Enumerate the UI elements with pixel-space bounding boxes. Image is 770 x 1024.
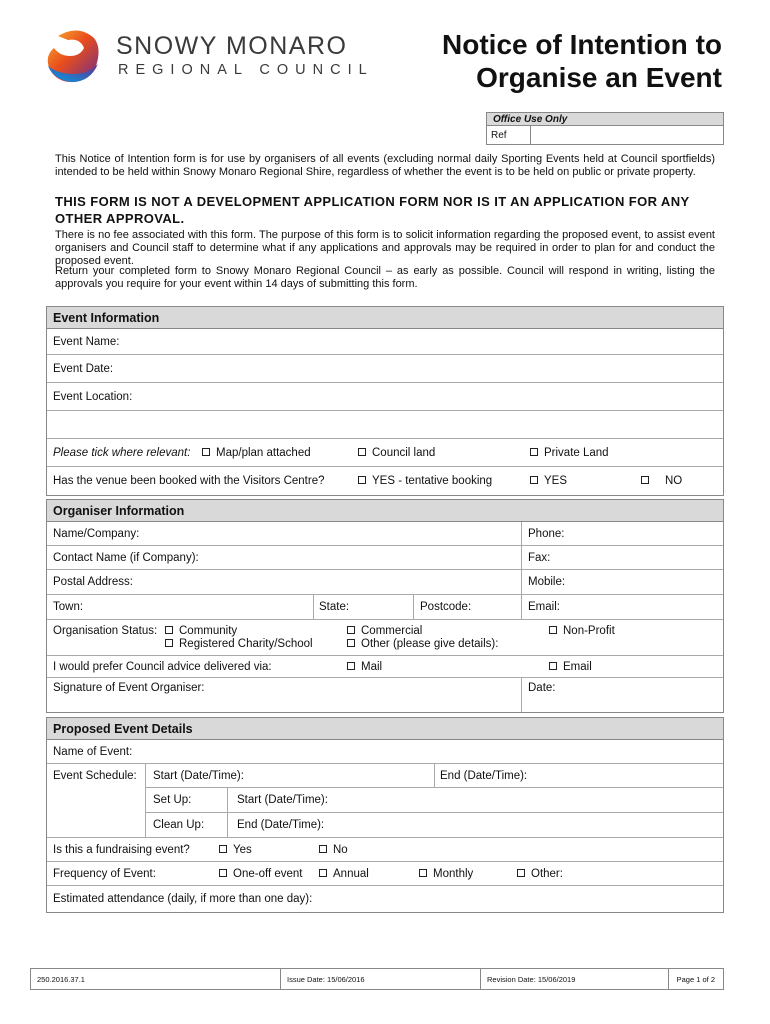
advice-delivery-row	[47, 656, 723, 678]
other-status-checkbox[interactable]: Other (please give details):	[347, 638, 498, 650]
organiser-information-heading: Organiser Information	[47, 500, 723, 522]
name-company-label: Name/Company:	[53, 528, 140, 540]
checkbox-icon	[549, 626, 557, 634]
event-date-row[interactable]	[47, 355, 723, 383]
event-location-label: Event Location:	[53, 391, 133, 403]
date-label: Date:	[528, 682, 556, 694]
organisation-status-row	[47, 620, 723, 656]
form-code: 250.2016.37.1	[31, 969, 281, 989]
venue-question: Has the venue been booked with the Visitors Centre?	[53, 475, 325, 487]
checkbox-icon	[549, 662, 557, 670]
tick-prompt: Please tick where relevant:	[53, 447, 191, 459]
return-paragraph: Return your completed form to Snowy Monaro Regional Council – as early as possible. Council will respond in writing, listing the approvals you require for your event within 14 days of submitting this form.	[55, 265, 715, 290]
logo-text-line2: REGIONAL COUNCIL	[118, 62, 374, 78]
checkbox-icon	[358, 448, 366, 456]
event-information-heading: Event Information	[47, 307, 723, 329]
checkbox-icon	[219, 845, 227, 853]
email-label: Email:	[528, 601, 560, 613]
postcode-label: Postcode:	[420, 601, 472, 613]
name-company-row[interactable]	[47, 522, 723, 546]
council-logo-icon	[44, 26, 102, 84]
checkbox-icon	[641, 476, 649, 484]
name-of-event-row[interactable]	[47, 740, 723, 764]
cleanup-end-label: End (Date/Time):	[237, 819, 325, 831]
office-use-heading: Office Use Only	[487, 113, 723, 126]
charity-school-checkbox[interactable]: Registered Charity/School	[165, 638, 313, 650]
issue-date: Issue Date: 15/06/2016	[281, 969, 481, 989]
email-checkbox[interactable]: Email	[549, 656, 592, 678]
proposed-event-heading: Proposed Event Details	[47, 718, 723, 740]
checkbox-icon	[319, 869, 327, 877]
organiser-information-section	[46, 499, 724, 713]
proposed-event-section	[46, 717, 724, 913]
checkbox-icon	[517, 869, 525, 877]
checkbox-icon	[530, 448, 538, 456]
checkbox-icon	[165, 626, 173, 634]
venue-booked-row	[47, 467, 723, 495]
monthly-checkbox[interactable]: Monthly	[419, 862, 473, 886]
org-status-label: Organisation Status:	[53, 625, 158, 637]
contact-name-row[interactable]	[47, 546, 723, 570]
non-profit-checkbox[interactable]: Non-Profit	[549, 625, 615, 637]
yes-checkbox[interactable]: YES	[530, 467, 567, 495]
fundraising-yes-checkbox[interactable]: Yes	[219, 838, 252, 862]
tick-relevant-row	[47, 439, 723, 467]
town-label: Town:	[53, 601, 84, 613]
one-off-checkbox[interactable]: One-off event	[219, 862, 302, 886]
fundraising-no-checkbox[interactable]: No	[319, 838, 348, 862]
checkbox-icon	[347, 626, 355, 634]
checkbox-icon	[202, 448, 210, 456]
event-schedule-block	[47, 764, 723, 838]
private-land-checkbox[interactable]: Private Land	[530, 439, 609, 467]
attendance-label: Estimated attendance (daily, if more than one day):	[53, 893, 313, 905]
attendance-row[interactable]	[47, 886, 723, 912]
map-plan-checkbox[interactable]: Map/plan attached	[202, 439, 311, 467]
advice-label: I would prefer Council advice delivered via:	[53, 661, 272, 673]
mobile-label: Mobile:	[528, 576, 566, 588]
event-location-row-2[interactable]	[47, 411, 723, 439]
logo-text-line1: SNOWY MONARO	[116, 32, 348, 60]
ref-field[interactable]	[531, 126, 723, 145]
schedule-start-end-row[interactable]	[145, 764, 723, 788]
fax-label: Fax:	[528, 552, 551, 564]
setup-row[interactable]	[145, 788, 723, 813]
frequency-row	[47, 862, 723, 886]
phone-label: Phone:	[528, 528, 565, 540]
office-use-box	[486, 112, 724, 145]
setup-start-label: Start (Date/Time):	[237, 794, 328, 806]
annual-checkbox[interactable]: Annual	[319, 862, 369, 886]
contact-name-label: Contact Name (if Company):	[53, 552, 199, 564]
name-of-event-label: Name of Event:	[53, 746, 133, 758]
event-schedule-label: Event Schedule:	[53, 770, 137, 782]
yes-tentative-checkbox[interactable]: YES - tentative booking	[358, 467, 492, 495]
page-number: Page 1 of 2	[676, 975, 715, 984]
start-label: Start (Date/Time):	[153, 770, 244, 782]
revision-date: Revision Date: 15/06/2019	[481, 969, 669, 989]
postal-address-label: Postal Address:	[53, 576, 133, 588]
event-date-label: Event Date:	[53, 363, 114, 375]
checkbox-icon	[347, 639, 355, 647]
form-title-line1: Notice of Intention to	[442, 29, 722, 60]
end-label: End (Date/Time):	[440, 770, 528, 782]
cleanup-row[interactable]	[145, 813, 723, 838]
postal-address-row[interactable]	[47, 570, 723, 595]
checkbox-icon	[219, 869, 227, 877]
checkbox-icon	[358, 476, 366, 484]
event-name-row[interactable]	[47, 329, 723, 355]
other-frequency-checkbox[interactable]: Other:	[517, 862, 563, 886]
form-title	[442, 28, 722, 94]
community-checkbox[interactable]: Community	[165, 625, 237, 637]
not-a-da-warning: THIS FORM IS NOT A DEVELOPMENT APPLICATION FORM NOR IS IT AN APPLICATION FOR ANY OTHER APPROVAL.	[55, 194, 690, 226]
purpose-paragraph: There is no fee associated with this form. The purpose of this form is to solicit information regarding the proposed event, to assist event organisers and Council staff to determine what if any applications and approvals may be required in order to plan for and conduct the proposed event.	[55, 229, 715, 267]
ref-label: Ref	[487, 126, 531, 145]
event-location-row[interactable]	[47, 383, 723, 411]
frequency-label: Frequency of Event:	[53, 868, 156, 880]
page-footer	[30, 968, 724, 990]
event-name-label: Event Name:	[53, 336, 120, 348]
checkbox-icon	[347, 662, 355, 670]
form-title-line2: Organise an Event	[476, 62, 722, 93]
no-checkbox[interactable]: NO	[641, 467, 682, 495]
checkbox-icon	[530, 476, 538, 484]
event-information-section	[46, 306, 724, 496]
commercial-checkbox[interactable]: Commercial	[347, 625, 422, 637]
town-row[interactable]	[47, 595, 723, 620]
council-logo	[44, 26, 374, 86]
signature-label: Signature of Event Organiser:	[53, 682, 205, 694]
checkbox-icon	[419, 869, 427, 877]
state-label: State:	[319, 601, 350, 613]
mail-checkbox[interactable]: Mail	[347, 656, 382, 678]
cleanup-label: Clean Up:	[153, 819, 205, 831]
fundraising-row	[47, 838, 723, 862]
signature-row[interactable]	[47, 678, 723, 712]
intro-paragraph: This Notice of Intention form is for use by organisers of all events (excluding normal daily Sporting Events held at Council sportfields) intended to be held within Snowy Monaro Regional Shire, regardless of whether the event is to be held on public or private property.	[55, 153, 715, 178]
checkbox-icon	[319, 845, 327, 853]
council-land-checkbox[interactable]: Council land	[358, 439, 435, 467]
setup-label: Set Up:	[153, 794, 192, 806]
checkbox-icon	[165, 639, 173, 647]
fundraising-label: Is this a fundraising event?	[53, 844, 190, 856]
